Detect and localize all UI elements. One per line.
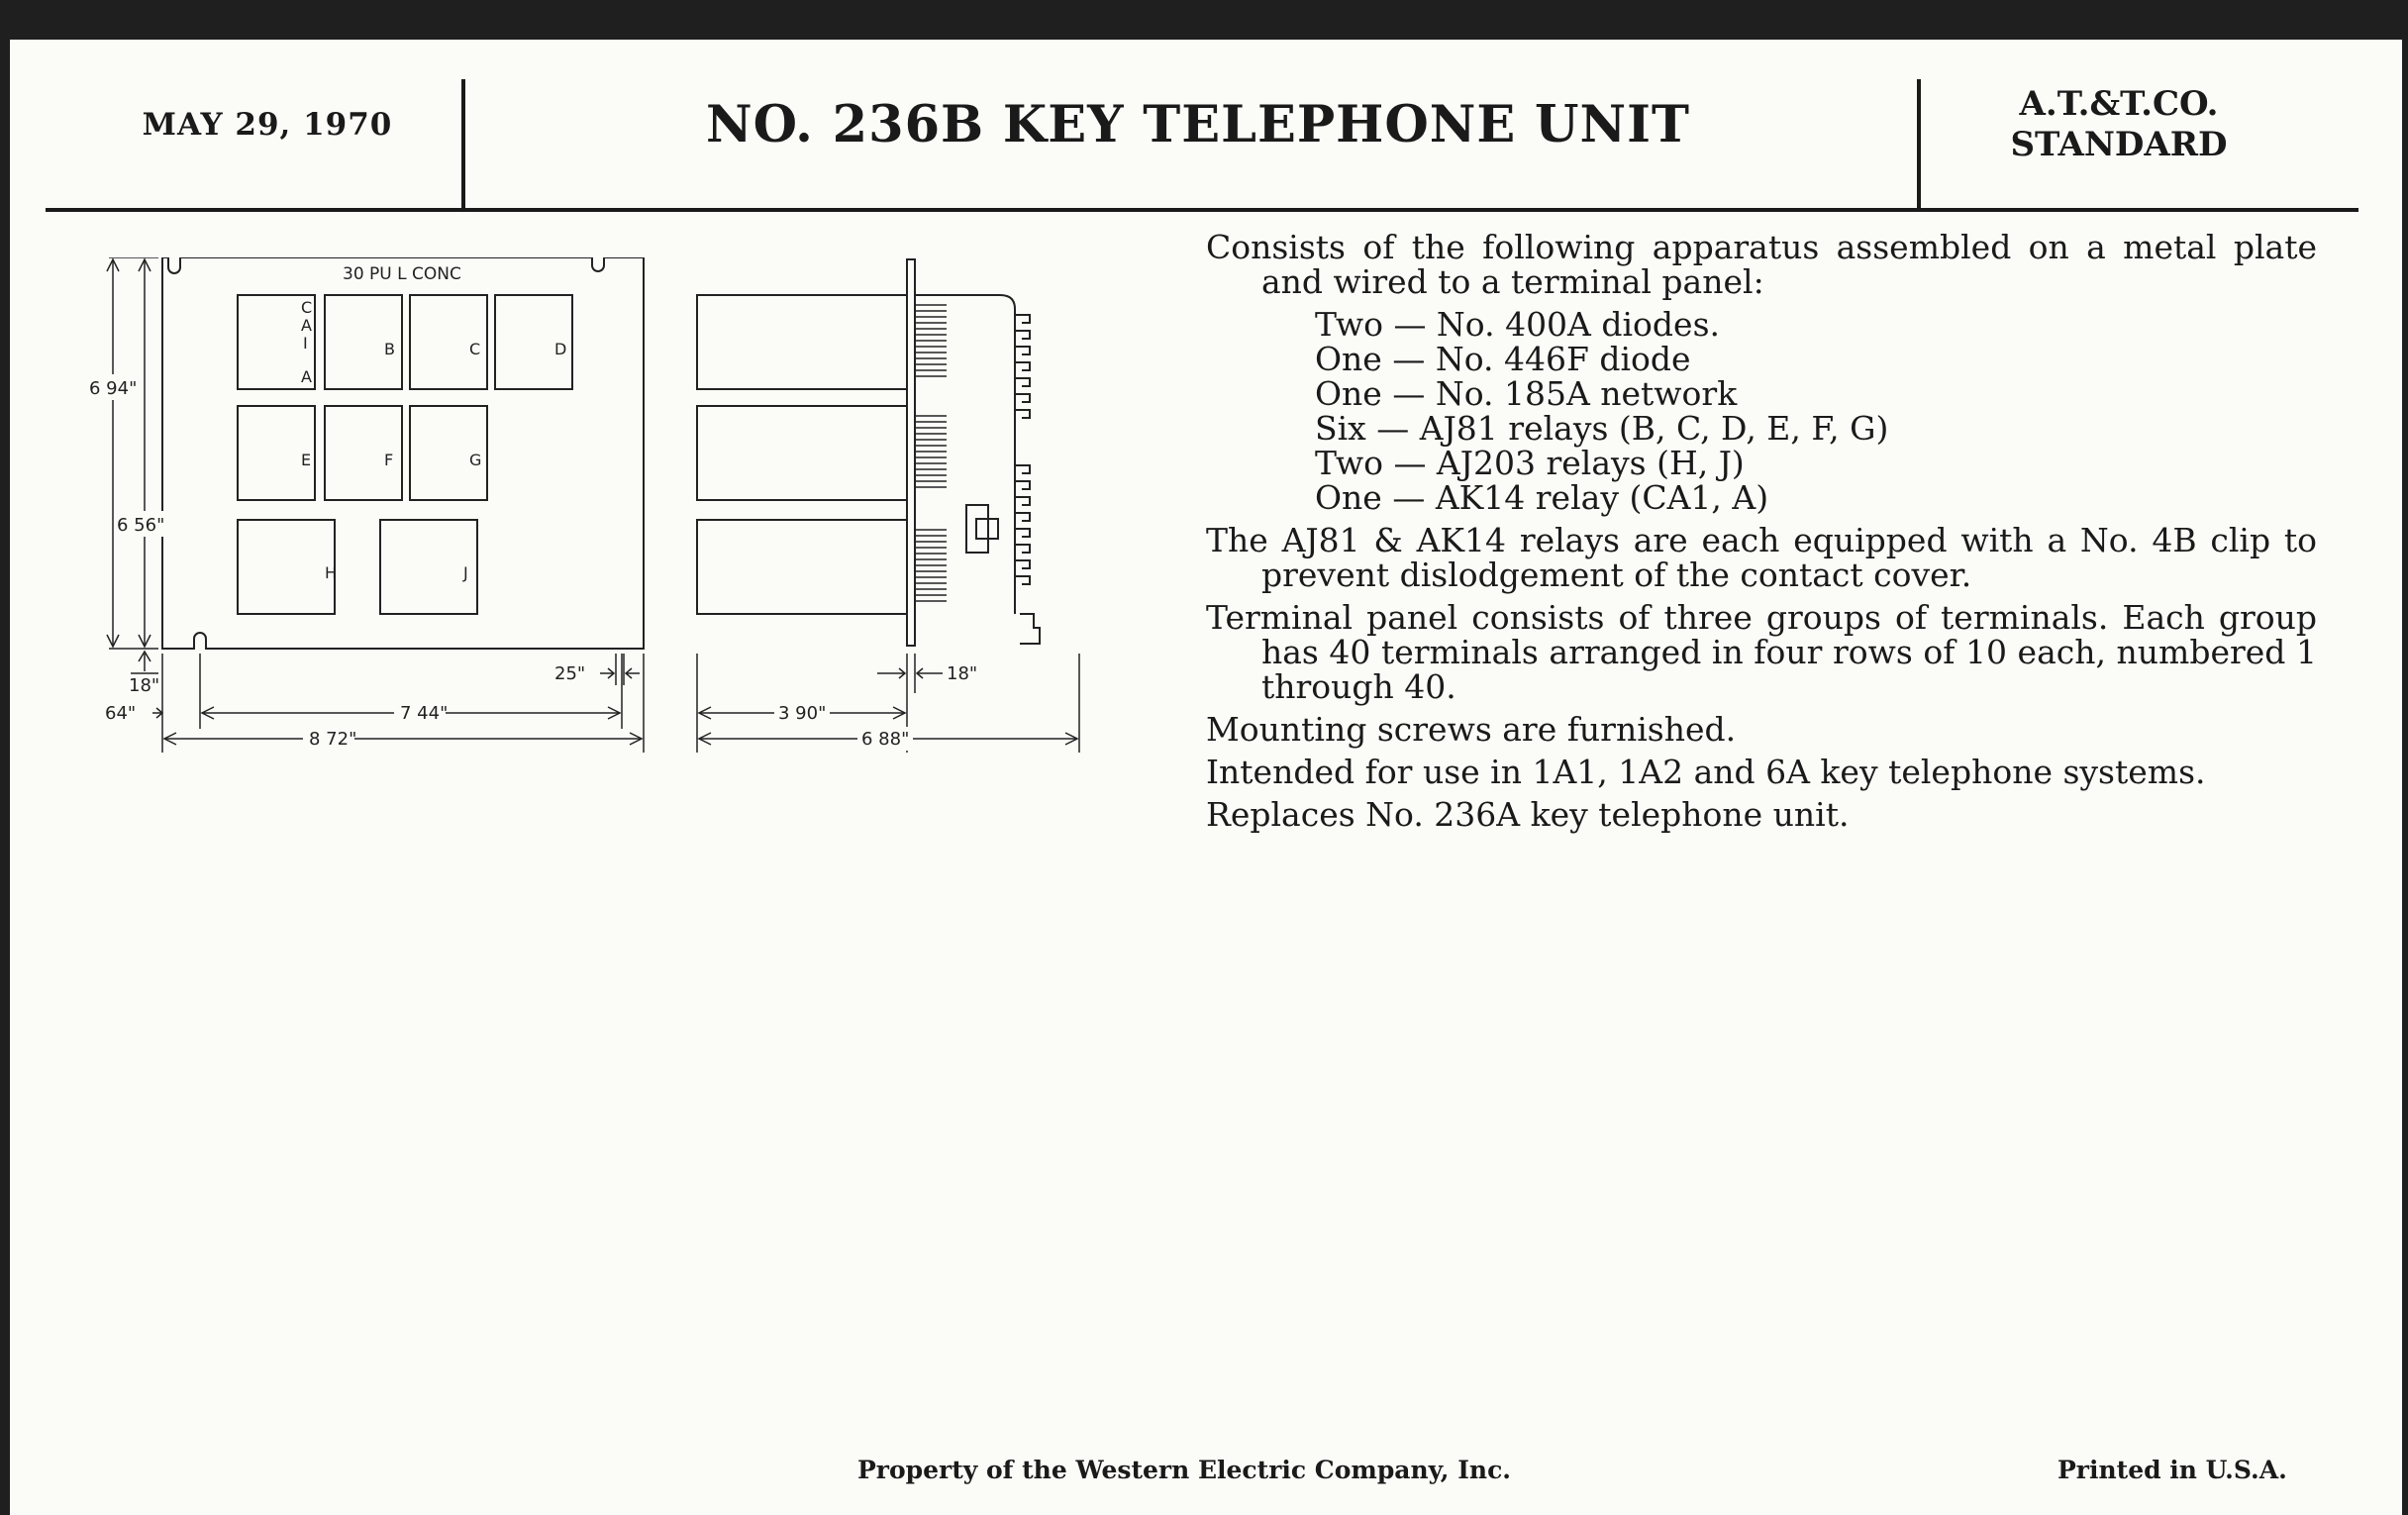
clip-note: The AJ81 & AK14 relays are each equipped with a No. 4B clip to prevent dislodgement of the contact cover.	[1206, 521, 2317, 594]
dim-height-inner: 6 56"	[117, 515, 165, 536]
printed-notice: Printed in U.S.A.	[2057, 1456, 2287, 1484]
intro-text: Consists of the following apparatus assembled on a metal plate and wired to a terminal panel:	[1206, 228, 2317, 301]
screws-note: Mounting screws are furnished.	[1206, 710, 1737, 749]
terminal	[1015, 513, 1030, 521]
relay-c-label: C	[469, 340, 481, 358]
list-item: Two — AJ203 relays (H, J)	[1315, 444, 1745, 482]
terminal	[1015, 545, 1030, 553]
relay-springs	[915, 305, 947, 601]
issue-date: MAY 29, 1970	[142, 107, 393, 143]
dim-height-outer: 6 94"	[89, 378, 138, 399]
terminal	[1015, 394, 1030, 402]
header-divider-right	[1917, 79, 1921, 210]
apparatus-list	[1315, 307, 2317, 515]
relay-f-label: F	[384, 451, 394, 469]
replaces-note: Replaces No. 236A key telephone unit.	[1206, 795, 1850, 834]
side-plate	[907, 259, 915, 646]
terminal-panel	[1015, 315, 1030, 584]
description	[1206, 230, 2317, 840]
dim-slot: 25"	[554, 663, 586, 684]
dim-side-total: 6 88"	[861, 729, 910, 750]
terminal	[1015, 529, 1030, 537]
terminal	[1015, 362, 1030, 370]
relay-b-label: B	[384, 340, 395, 358]
relay-h-box	[238, 520, 338, 614]
relay-ca1-label: C A I A	[301, 298, 313, 386]
use-note: Intended for use in 1A1, 1A2 and 6A key telephone systems.	[1206, 753, 2206, 791]
terminal	[1015, 315, 1030, 323]
standard-mark	[1941, 40, 2297, 210]
terminal	[1015, 465, 1030, 473]
standard-line-1: A.T.&T.CO.	[2019, 84, 2219, 124]
standard-line-2: STANDARD	[2010, 125, 2228, 164]
terminal-note: Terminal panel consists of three groups of terminals. Each group has 40 terminals arranged in four rows of 10 each, numbered 1 through 40.	[1206, 598, 2317, 706]
dim-left-offset: 64"	[105, 703, 137, 724]
dim-width-inner: 7 44"	[400, 703, 449, 724]
page-title: NO. 236B KEY TELEPHONE UNIT	[706, 95, 1690, 154]
terminal	[1015, 576, 1030, 584]
terminal	[1015, 378, 1030, 386]
relay-e-label: E	[301, 451, 312, 469]
terminal	[1015, 347, 1030, 354]
side-relay-middle	[697, 406, 907, 500]
list-item: One — No. 185A network	[1315, 374, 1738, 413]
relay-h-label: H	[325, 563, 338, 582]
relay-j-label: J	[463, 563, 468, 582]
plate-label: 30 PU L CONC	[343, 264, 461, 284]
list-item: Six — AJ81 relays (B, C, D, E, F, G)	[1315, 409, 1889, 448]
list-item: Two — No. 400A diodes.	[1315, 305, 1721, 344]
terminal	[1015, 410, 1030, 418]
list-item: One — AK14 relay (CA1, A)	[1315, 478, 1769, 517]
terminal	[1015, 331, 1030, 339]
dim-plate-thickness: 18"	[947, 663, 978, 684]
header-rule	[46, 208, 2358, 212]
terminal	[1015, 481, 1030, 489]
side-relay-bottom	[697, 520, 907, 614]
side-relay-top	[697, 295, 907, 389]
spec-card	[10, 40, 2402, 1515]
dim-width-outer: 8 72"	[309, 729, 357, 750]
terminal	[1015, 560, 1030, 568]
list-item: One — No. 446F diode	[1315, 340, 1691, 378]
terminal	[1015, 497, 1030, 505]
property-notice: Property of the Western Electric Company, Inc.	[857, 1456, 1512, 1484]
dim-side-depth: 3 90"	[778, 703, 827, 724]
relay-g-label: G	[469, 451, 482, 469]
unit-drawing	[50, 257, 1099, 832]
relay-d-label: D	[554, 340, 567, 358]
dim-bottom-offset: 18"	[129, 675, 160, 696]
